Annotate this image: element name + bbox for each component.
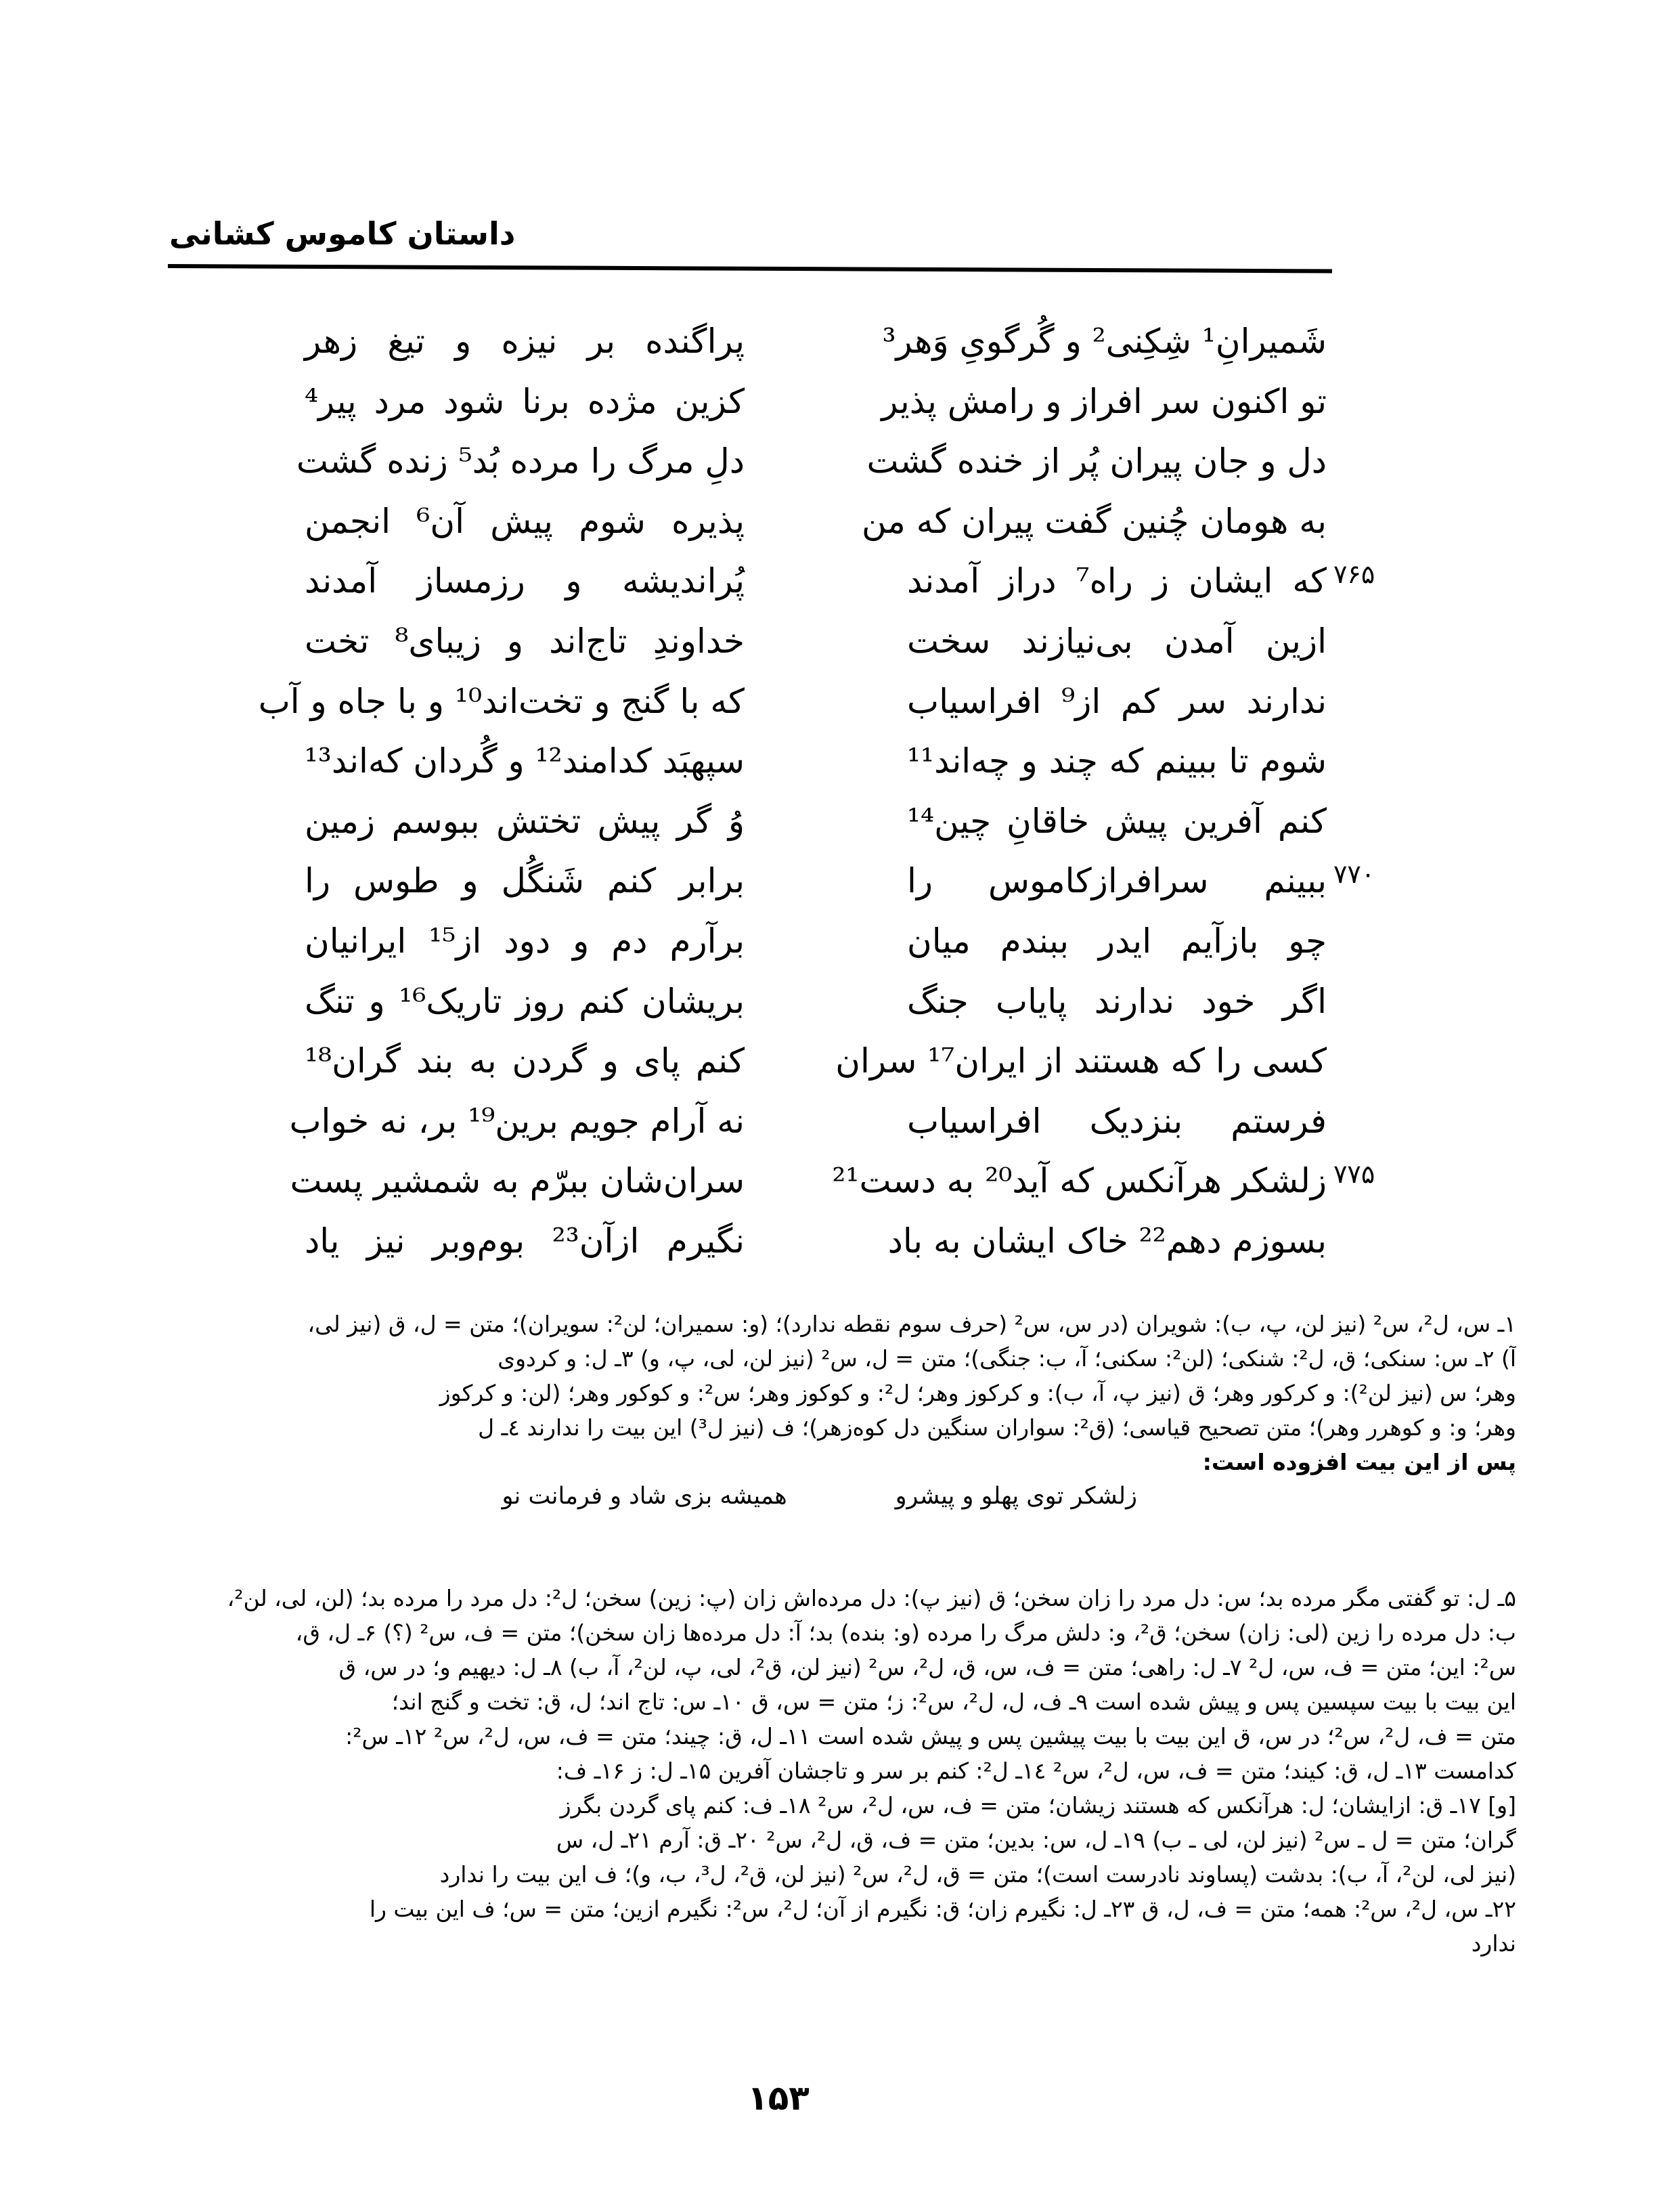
verse-number: ۷۷۰ bbox=[1333, 859, 1375, 890]
page-number: ۱۵۳ bbox=[747, 2078, 810, 2118]
second-hemistich: نه آرام جویم برین¹⁹ بر، نه خواب bbox=[289, 1101, 745, 1141]
footnote-line: آ) ۲ـ س: سنکی؛ ق، ل²: شنکی؛ (لن²: سکنی؛ آ، ب: جنگی)؛ متن = ل، س² (نیز لن، لی، پ، و) ۳ـ ل: و کردوی bbox=[498, 1345, 1516, 1372]
second-hemistich: کنم پای و گردن به بند گران¹⁸ bbox=[305, 1041, 745, 1081]
first-hemistich: شوم تا ببینم که چند و چه‌اند¹¹ bbox=[907, 741, 1327, 781]
verse-couplet bbox=[284, 492, 1327, 552]
verse-couplet bbox=[284, 731, 1327, 791]
second-hemistich: پذیره شوم پیش آن⁶ انجمن bbox=[305, 501, 745, 541]
verse-couplet bbox=[284, 372, 1327, 432]
footnote-line: ب: دل مرده را زین (لی: زان) سخن؛ ق²، و: دلش مرگ را مرده (و: بنده) بد؛ آ: دل مرده‌ها زان سخن)؛ متن = ف، س² (؟) ۶ـ ل، ق، bbox=[295, 1619, 1516, 1646]
footnotes-block-2 bbox=[152, 1581, 1516, 1961]
verse-couplet bbox=[284, 972, 1327, 1032]
footnote-line: ندارد bbox=[1471, 1930, 1516, 1957]
verse-couplet bbox=[284, 311, 1327, 372]
second-hemistich: خداوندِ تاج‌اند و زیبای⁸ تخت bbox=[305, 621, 745, 661]
first-hemistich: اگر خود ندارند پایاب جنگ bbox=[907, 981, 1327, 1021]
first-hemistich: چو بازآیم ایدر ببندم میان bbox=[907, 921, 1327, 961]
first-hemistich: تو اکنون سر افراز و رامش پذیر bbox=[881, 381, 1327, 421]
running-title: داستان کاموس کشانی bbox=[169, 215, 516, 252]
second-hemistich: سران‌شان ببرّم به شمشیر پست bbox=[290, 1161, 745, 1201]
first-hemistich: زلشکر هرآنکس که آید²⁰ به دست²¹ bbox=[832, 1161, 1327, 1201]
first-hemistich: ببینم سرافرازکاموس را bbox=[907, 861, 1327, 901]
footnote-line: [و] ۱۷ـ ق: ازایشان؛ ل: هرآنکس که هستند زیشان؛ متن = ف، س، ل²، س² ۱۸ـ ف: کنم پای گردن بگرز bbox=[560, 1792, 1516, 1819]
footnote-line: متن = ف، ل²، س²؛ در س، ق این بیت با بیت پیشین پس و پیش شده است ۱۱ـ ل، ق: چیند؛ متن = ف، س، ل²، س² ۱۲ـ س²: bbox=[345, 1723, 1516, 1749]
verse-couplet bbox=[284, 551, 1375, 611]
first-hemistich: ندارند سر کم از⁹ افراسیاب bbox=[907, 681, 1327, 721]
second-hemistich: برآرم دم و دود از¹⁵ ایرانیان bbox=[305, 921, 745, 961]
second-hemistich: برابر کنم شَنگُل و طوس را bbox=[305, 861, 745, 901]
first-hemistich: شَمیرانِ¹ شِکِنی² و گُرگویِ وَهر³ bbox=[882, 322, 1327, 361]
verse-block bbox=[258, 311, 1375, 1271]
first-hemistich: دل و جان پیران پُر از خنده گشت bbox=[866, 441, 1327, 481]
verse-couplet bbox=[284, 431, 1327, 492]
verse-couplet bbox=[284, 1031, 1327, 1091]
added-verse-label: پس از این بیت افزوده است: bbox=[1202, 1449, 1516, 1475]
footnote-line: وهر؛ و: و کوهرر وهر)؛ متن تصحیح قیاسی؛ (ق²: سواران سنگین دل کوه‌زهر)؛ ف (نیز ل³) این بیت را ندارند ٤ـ ل bbox=[478, 1414, 1516, 1441]
first-hemistich: که ایشان ز راه⁷ دراز آمدند bbox=[907, 561, 1327, 601]
header-rule-divider bbox=[168, 264, 1332, 274]
added-verse-first-hemistich: زلشکر توی پهلو و پیشرو bbox=[895, 1483, 1137, 1510]
added-verse-second-hemistich: همیشه بزی شاد و فرمانت نو bbox=[502, 1483, 787, 1510]
verse-couplet bbox=[284, 611, 1327, 672]
verse-couplet bbox=[284, 1091, 1327, 1152]
verse-couplet bbox=[284, 911, 1327, 972]
footnote-line: این بیت با بیت سپسین پس و پیش شده است ۹ـ ف، ل، ل²، س²: ز؛ متن = س، ق ۱۰ـ س: تاج اند؛ ل، ق: تخت و گنج اند؛ bbox=[391, 1689, 1516, 1715]
second-hemistich: سپهبَد کدامند¹² و گُردان که‌اند¹³ bbox=[304, 741, 745, 781]
second-hemistich: دلِ مرگ را مرده بُد⁵ زنده گشت bbox=[296, 441, 745, 481]
footnote-line: ۱ـ س، ل²، س² (نیز لن، پ، ب): شویران (در س، س² (حرف سوم نقطه ندارد)؛ (و: سمیران؛ لن²: سویران)؛ متن = ل، ق (نیز لی، bbox=[307, 1311, 1516, 1337]
second-hemistich: نگیرم ازآن²³ بوم‌وبر نیز یاد bbox=[305, 1221, 745, 1261]
first-hemistich: به هومان چُنین گفت پیران که من bbox=[861, 501, 1327, 541]
added-verse bbox=[152, 1479, 1516, 1514]
verse-couplet bbox=[258, 672, 1327, 732]
first-hemistich: ازین آمدن بی‌نیازند سخت bbox=[907, 621, 1327, 661]
verse-couplet bbox=[284, 1151, 1375, 1211]
footnote-line: کدامست ۱۳ـ ل، ق: کیند؛ متن = ف، س، ل²، س² ۱٤ـ ل²: کنم بر سر و تاجشان آفرین ۱۵ـ ل: ز ۱۶ـ ف: bbox=[556, 1758, 1516, 1784]
verse-couplet bbox=[284, 791, 1327, 852]
first-hemistich: فرستم بنزدیک افراسیاب bbox=[907, 1101, 1327, 1141]
verse-number: ۷۶۵ bbox=[1333, 559, 1375, 590]
second-hemistich: پراگنده بر نیزه و تیغ زهر bbox=[305, 322, 745, 361]
verse-couplet bbox=[284, 1211, 1327, 1271]
first-hemistich: کسی را که هستند از ایران¹⁷ سران bbox=[835, 1041, 1327, 1081]
footnote-line: س²: این؛ متن = ف، س، ل² ۷ـ ل: راهی؛ متن = ف، س، ق، ل²، س² (نیز لن، ق²، لی، پ، لن²، آ، ب) ۸ـ ل: دیهیم و؛ در س، ق bbox=[338, 1654, 1516, 1680]
footnote-line: ۵ـ ل: تو گفتی مگر مرده بد؛ س: دل مرد را زان سخن؛ ق (نیز پ): دل مرده‌اش زان (پ: زین) سخن؛ ل²: دل مرد را مرده بد؛ (لن، لی، لن²، bbox=[227, 1585, 1516, 1611]
verse-couplet bbox=[284, 851, 1375, 911]
footnote-line: (نیز لی، لن²، آ، ب): بدشت (پساوند نادرست است)؛ متن = ق، ل²، س² (نیز لن، ق²، ل³، ب، و)؛ ف این بیت را ندارد bbox=[439, 1861, 1516, 1888]
second-hemistich: پُراندیشه و رزمساز آمدند bbox=[305, 561, 745, 601]
footnote-line: ۲۲ـ س، ل²، س²: همه؛ متن = ف، ل، ق ۲۳ـ ل: نگیرم زان؛ ق: نگیرم از آن؛ ل²، س²: نگیرم ازین؛ متن = س؛ ف این بیت را bbox=[369, 1896, 1516, 1922]
first-hemistich: کنم آفرین پیش خاقانِ چین¹⁴ bbox=[907, 801, 1327, 841]
verse-number: ۷۷۵ bbox=[1333, 1159, 1375, 1190]
second-hemistich: کزین مژده برنا شود مرد پیر⁴ bbox=[305, 381, 745, 421]
footnote-line: گران؛ متن = ل ـ س² (نیز لن، لی ـ ب) ۱۹ـ ل، س: بدین؛ متن = ف، ق، ل²، س² ۲۰ـ ق: آرم ۲۱ـ ل، س bbox=[556, 1827, 1516, 1853]
second-hemistich: که با گنج و تخت‌اند¹⁰ و با جاه و آب bbox=[258, 681, 745, 721]
footnotes-block-1 bbox=[152, 1307, 1516, 1514]
footnote-line: وهر؛ س (نیز لن²): و کرکور وهر؛ ق (نیز پ، آ، ب): و کرکوز وهر؛ ل²: و کوکوز وهر؛ س²: و کوکور وهر؛ (لن: و کرکوز bbox=[439, 1380, 1516, 1406]
first-hemistich: بسوزم دهم²² خاک ایشان به باد bbox=[887, 1221, 1327, 1261]
second-hemistich: بریشان کنم روز تاریک¹⁶ و تنگ bbox=[305, 981, 745, 1021]
second-hemistich: وُ گر پیش تختش ببوسم زمین bbox=[305, 801, 745, 841]
